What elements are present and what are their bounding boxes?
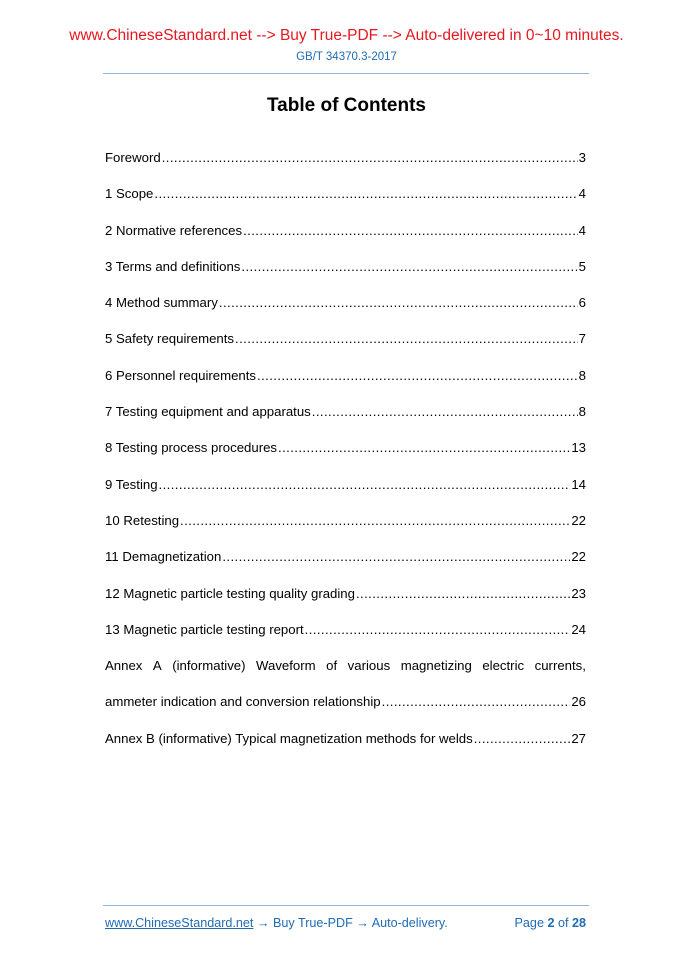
toc-label: 13 Magnetic particle testing report — [105, 621, 304, 637]
toc-label: 1 Scope — [105, 186, 154, 202]
toc-entry-quality-grading[interactable] — [105, 586, 586, 622]
toc-page: 22 — [571, 549, 586, 565]
toc-label: 6 Personnel requirements — [105, 367, 257, 383]
toc-leader — [222, 549, 570, 564]
toc-word: A — [152, 658, 162, 674]
toc-page: 27 — [571, 730, 586, 746]
toc-leader — [278, 440, 570, 455]
page-title: Table of Contents — [266, 95, 427, 116]
toc-label: 9 Testing — [105, 476, 158, 492]
toc-page: 26 — [571, 694, 586, 710]
toc-label: 4 Method summary — [105, 295, 218, 311]
toc-page: 3 — [578, 150, 586, 165]
toc-entry-terms[interactable] — [105, 259, 586, 295]
standard-code: GB/T 34370.3-2017 — [296, 51, 397, 63]
toc-page: 8 — [578, 367, 586, 383]
page-total: 28 — [571, 916, 586, 930]
toc-word: of — [326, 658, 338, 674]
toc-leader — [219, 295, 578, 310]
toc-leader — [312, 404, 578, 419]
toc-page: 5 — [578, 258, 586, 274]
toc-entry-personnel[interactable] — [105, 368, 586, 404]
header-divider — [103, 73, 589, 74]
toc-label: 2 Normative references — [105, 222, 243, 238]
footer-link[interactable]: www.ChineseStandard.net — [105, 916, 254, 930]
toc-entry-safety[interactable] — [105, 331, 586, 367]
toc-leader — [305, 622, 571, 637]
toc-label: Annex B (informative) Typical magnetization methods for welds — [105, 730, 473, 746]
toc-word: (informative) — [172, 658, 246, 674]
toc-page: 24 — [571, 621, 586, 637]
toc-page: 8 — [578, 404, 586, 420]
toc-page: 7 — [578, 331, 586, 347]
toc-leader — [382, 694, 571, 709]
toc-word: currents, — [534, 658, 586, 674]
toc-label: 5 Safety requirements — [105, 331, 235, 347]
toc-label: 7 Testing equipment and apparatus — [105, 404, 311, 420]
toc-page: 14 — [571, 476, 586, 492]
page-prefix: Page — [514, 916, 544, 930]
toc-entry-testing[interactable] — [105, 477, 586, 513]
toc-entry-process[interactable] — [105, 440, 586, 476]
toc-entry-report[interactable] — [105, 622, 586, 658]
toc-page: 4 — [578, 222, 586, 238]
toc-entry-annex-a-line2[interactable] — [105, 694, 586, 730]
toc-entry-equipment[interactable] — [105, 404, 586, 440]
toc-label: 12 Magnetic particle testing quality grading — [105, 585, 355, 601]
page-current: 2 — [547, 916, 555, 930]
toc-label: 3 Terms and definitions — [105, 258, 241, 274]
toc-entry-annex-b[interactable] — [105, 731, 586, 767]
header-banner[interactable]: www.ChineseStandard.net --> Buy True-PDF --> Auto-delivered in 0~10 minutes. — [69, 27, 624, 44]
toc-entry-method-summary[interactable] — [105, 295, 586, 331]
toc-entry-annex-a[interactable] — [105, 658, 586, 694]
toc-leader — [257, 368, 578, 383]
toc-word: Annex — [105, 658, 143, 674]
toc-leader — [235, 331, 578, 346]
toc-page: 22 — [571, 512, 586, 528]
toc-word: Waveform — [256, 658, 316, 674]
toc-entry-retesting[interactable] — [105, 513, 586, 549]
toc-word: various — [347, 658, 391, 674]
page-indicator — [515, 916, 586, 930]
toc-label: Foreword — [105, 150, 161, 165]
toc-leader — [243, 223, 578, 238]
toc-entry-foreword[interactable] — [105, 150, 586, 186]
toc-leader — [159, 477, 571, 492]
toc-page: 23 — [571, 585, 586, 601]
toc-list — [105, 150, 586, 767]
toc-word: electric — [482, 658, 525, 674]
footer-promo-text: → Buy True-PDF → Auto-delivery. — [253, 916, 448, 930]
toc-label: 11 Demagnetization — [105, 549, 222, 565]
toc-leader — [356, 586, 570, 601]
footer — [105, 916, 586, 930]
toc-leader — [162, 150, 578, 165]
footer-divider — [103, 905, 589, 906]
toc-entry-normative-references[interactable] — [105, 223, 586, 259]
toc-leader — [154, 186, 577, 201]
toc-label: ammeter indication and conversion relationship — [105, 694, 381, 710]
toc-leader — [180, 513, 570, 528]
toc-word: magnetizing — [400, 658, 472, 674]
page-of: of — [557, 916, 569, 930]
toc-leader — [241, 259, 577, 274]
toc-label: 8 Testing process procedures — [105, 440, 278, 456]
toc-label: 10 Retesting — [105, 512, 180, 528]
toc-page: 13 — [571, 440, 586, 456]
toc-page: 6 — [578, 295, 586, 311]
toc-entry-demagnetization[interactable] — [105, 549, 586, 585]
toc-leader — [474, 731, 571, 746]
toc-entry-scope[interactable] — [105, 186, 586, 222]
footer-promo — [105, 916, 448, 930]
toc-page: 4 — [578, 186, 586, 202]
